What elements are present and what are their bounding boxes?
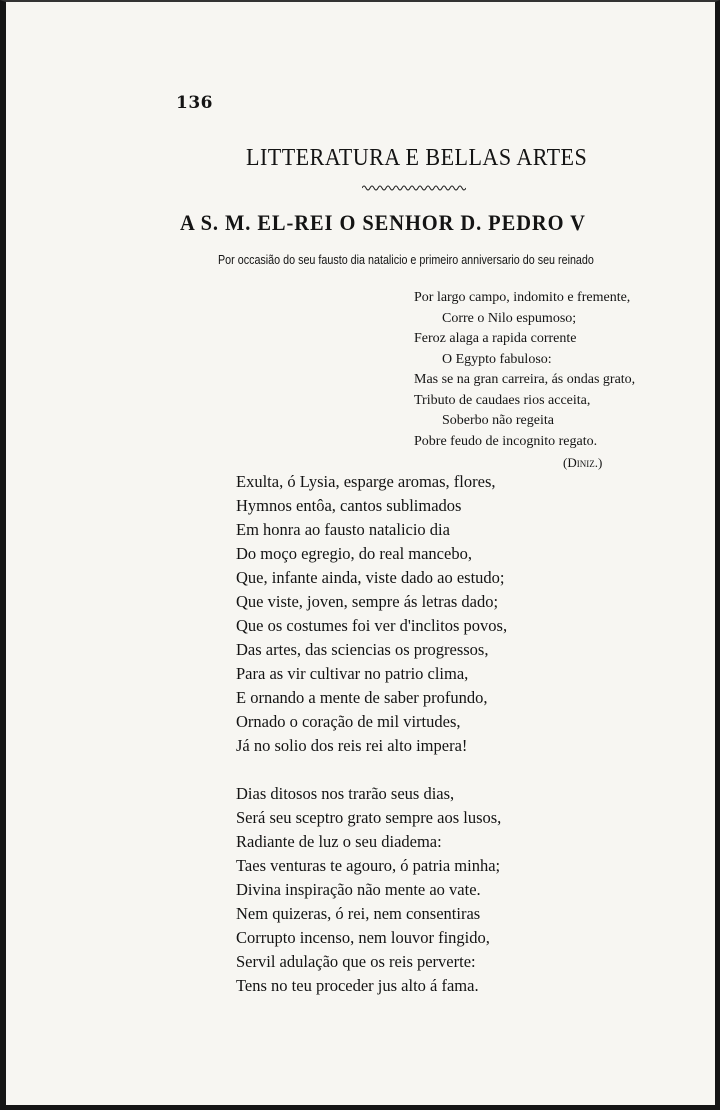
epigraph-line: Soberbo não regeita [442,413,554,428]
wavy-rule-ornament [362,184,466,192]
epigraph-line: Mas se na gran carreira, ás ondas grato, [414,372,636,387]
poem-line: Tens no teu proceder jus alto á fama. [236,976,479,995]
poem-line: Ornado o coração de mil virtudes, [236,712,461,731]
poem-line: Que os costumes foi ver d'inclitos povos, [236,616,508,635]
epigraph-line: O Egypto fabuloso: [442,351,552,367]
epigraph-attribution: (Diniz.) [563,455,603,470]
poem-line: Em honra ao fausto natalicio dia [236,520,450,539]
epigraph-line: Corre o Nilo espumoso; [442,310,577,326]
poem-line: Hymnos entôa, cantos sublimados [236,496,462,515]
poem-line: Que, infante ainda, viste dado ao estudo; [236,568,505,587]
poem-line: Será seu sceptro grato sempre aos lusos, [236,808,502,827]
poem-line: E ornando a mente de saber profundo, [236,688,488,707]
poem-line: Exulta, ó Lysia, esparge aromas, flores, [236,472,496,491]
poem-line: Nem quizeras, ó rei, nem consentiras [236,904,481,923]
poem-line: Que viste, joven, sempre ás letras dado; [236,592,499,611]
epigraph-line: Pobre feudo de incognito regato. [414,433,598,449]
poem-line: Divina inspiração não mente ao vate. [236,880,481,899]
poem-stanza-2 [236,782,501,998]
occasion-subtitle: Por occasião do seu fausto dia natalicio e primeiro anniversario do seu reinado [218,253,594,267]
poem-line: Radiante de luz o seu diadema: [236,832,442,851]
page-number: 136 [176,93,213,113]
poem-line: Das artes, das sciencias os progressos, [236,640,489,659]
poem-line: Já no solio dos reis rei alto impera! [236,736,468,755]
epigraph [414,288,635,452]
epigraph-line: Feroz alaga a rapida corrente [414,331,577,346]
poem-line: Para as vir cultivar no patrio clima, [236,664,469,683]
poem-line: Dias ditosos nos trarão seus dias, [236,784,455,803]
poem-line: Taes venturas te agouro, ó patria minha; [236,856,501,875]
poem-line: Corrupto incenso, nem louvor fingido, [236,928,490,947]
section-title: LITTERATURA E BELLAS ARTES [246,145,588,171]
poem-line: Do moço egregio, do real mancebo, [236,544,472,563]
epigraph-line: Tributo de caudaes rios acceita, [414,392,591,408]
epigraph-line: Por largo campo, indomito e fremente, [414,290,631,305]
poem-line: Servil adulação que os reis perverte: [236,952,476,971]
dedication-heading: A S. M. EL-REI O SENHOR D. PEDRO V [180,210,586,235]
poem-stanza-1 [236,470,507,758]
